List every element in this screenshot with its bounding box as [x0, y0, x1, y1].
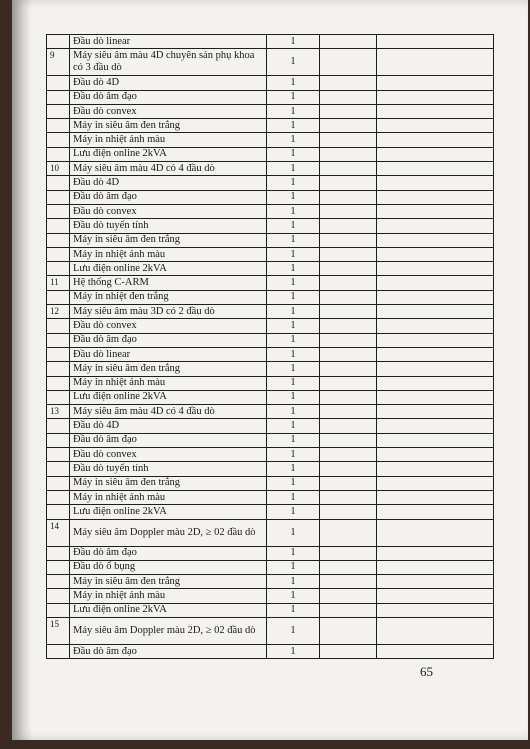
equipment-name: Máy in nhiệt đen trắng	[70, 290, 267, 304]
empty-cell	[377, 305, 494, 319]
equipment-name: Đầu dò linear	[70, 35, 267, 49]
equipment-name: Hệ thống C-ARM	[70, 276, 267, 290]
quantity: 1	[267, 133, 320, 147]
table-row	[47, 162, 494, 176]
empty-cell	[320, 589, 377, 603]
row-number	[47, 319, 70, 333]
row-number	[47, 448, 70, 462]
equipment-name: Đầu dò âm đạo	[70, 546, 267, 560]
empty-cell	[320, 405, 377, 419]
empty-cell	[377, 490, 494, 504]
equipment-name: Máy in siêu âm đen trắng	[70, 362, 267, 376]
empty-cell	[377, 347, 494, 361]
row-number	[47, 35, 70, 49]
quantity: 1	[267, 333, 320, 347]
empty-cell	[320, 575, 377, 589]
empty-cell	[320, 176, 377, 190]
empty-cell	[377, 104, 494, 118]
row-number	[47, 90, 70, 104]
empty-cell	[377, 147, 494, 161]
equipment-name: Đầu dò convex	[70, 204, 267, 218]
quantity: 1	[267, 405, 320, 419]
table-row	[47, 190, 494, 204]
quantity: 1	[267, 448, 320, 462]
empty-cell	[377, 617, 494, 644]
row-number	[47, 376, 70, 390]
row-number: 13	[47, 405, 70, 419]
equipment-name: Đầu dò 4D	[70, 176, 267, 190]
empty-cell	[320, 305, 377, 319]
table-row	[47, 347, 494, 361]
empty-cell	[320, 448, 377, 462]
empty-cell	[377, 204, 494, 218]
empty-cell	[377, 603, 494, 617]
table-row	[47, 617, 494, 644]
quantity: 1	[267, 362, 320, 376]
row-number	[47, 204, 70, 218]
equipment-name: Lưu điện online 2kVA	[70, 505, 267, 519]
row-number	[47, 419, 70, 433]
row-number	[47, 433, 70, 447]
row-number: 15	[47, 617, 70, 644]
row-number	[47, 347, 70, 361]
table-row	[47, 49, 494, 76]
quantity: 1	[267, 190, 320, 204]
quantity: 1	[267, 262, 320, 276]
equipment-name: Đầu dò âm đạo	[70, 644, 267, 658]
empty-cell	[377, 462, 494, 476]
equipment-name: Lưu điện online 2kVA	[70, 147, 267, 161]
equipment-name: Đầu dò tuyến tính	[70, 219, 267, 233]
empty-cell	[377, 546, 494, 560]
empty-cell	[377, 35, 494, 49]
empty-cell	[377, 262, 494, 276]
empty-cell	[377, 162, 494, 176]
row-number	[47, 219, 70, 233]
row-number	[47, 462, 70, 476]
table-row	[47, 433, 494, 447]
quantity: 1	[267, 104, 320, 118]
table-row	[47, 376, 494, 390]
equipment-name: Máy siêu âm Doppler màu 2D, ≥ 02 đầu dò	[70, 617, 267, 644]
empty-cell	[377, 560, 494, 574]
quantity: 1	[267, 247, 320, 261]
quantity: 1	[267, 546, 320, 560]
empty-cell	[320, 347, 377, 361]
row-number	[47, 190, 70, 204]
table-row	[47, 276, 494, 290]
page-number: 65	[420, 664, 433, 679]
table-row	[47, 589, 494, 603]
empty-cell	[377, 76, 494, 90]
row-number	[47, 575, 70, 589]
empty-cell	[377, 476, 494, 490]
quantity: 1	[267, 347, 320, 361]
empty-cell	[377, 505, 494, 519]
table-row	[47, 305, 494, 319]
table-row	[47, 76, 494, 90]
table-row	[47, 390, 494, 404]
empty-cell	[377, 448, 494, 462]
table-row	[47, 319, 494, 333]
quantity: 1	[267, 617, 320, 644]
empty-cell	[377, 390, 494, 404]
empty-cell	[320, 505, 377, 519]
empty-cell	[377, 644, 494, 658]
table-row	[47, 104, 494, 118]
table-row	[47, 333, 494, 347]
equipment-name: Đầu dò âm đạo	[70, 433, 267, 447]
row-number	[47, 333, 70, 347]
row-number	[47, 104, 70, 118]
table-row	[47, 644, 494, 658]
table-row	[47, 405, 494, 419]
table-row	[47, 575, 494, 589]
equipment-name: Lưu điện online 2kVA	[70, 390, 267, 404]
table-row	[47, 560, 494, 574]
equipment-name: Máy siêu âm màu 3D có 2 đầu dò	[70, 305, 267, 319]
empty-cell	[320, 104, 377, 118]
quantity: 1	[267, 162, 320, 176]
equipment-name: Đầu dò âm đạo	[70, 90, 267, 104]
row-number	[47, 119, 70, 133]
quantity: 1	[267, 589, 320, 603]
equipment-name: Đầu dò convex	[70, 448, 267, 462]
row-number	[47, 505, 70, 519]
empty-cell	[320, 603, 377, 617]
row-number	[47, 490, 70, 504]
equipment-name: Đầu dò âm đạo	[70, 333, 267, 347]
empty-cell	[377, 333, 494, 347]
equipment-name: Máy in nhiệt ảnh màu	[70, 376, 267, 390]
equipment-name: Máy in nhiệt ảnh màu	[70, 490, 267, 504]
table-row	[47, 204, 494, 218]
equipment-name: Máy in nhiệt ảnh màu	[70, 589, 267, 603]
empty-cell	[320, 262, 377, 276]
empty-cell	[320, 560, 377, 574]
empty-cell	[377, 233, 494, 247]
row-number	[47, 603, 70, 617]
empty-cell	[320, 390, 377, 404]
equipment-name: Đầu dò linear	[70, 347, 267, 361]
quantity: 1	[267, 419, 320, 433]
empty-cell	[377, 433, 494, 447]
empty-cell	[377, 589, 494, 603]
empty-cell	[377, 190, 494, 204]
equipment-name: Máy siêu âm Doppler màu 2D, ≥ 02 đầu dò	[70, 519, 267, 546]
table-row	[47, 490, 494, 504]
table-row	[47, 147, 494, 161]
row-number	[47, 133, 70, 147]
empty-cell	[320, 162, 377, 176]
row-number	[47, 176, 70, 190]
quantity: 1	[267, 376, 320, 390]
equipment-name: Máy in nhiệt ảnh màu	[70, 247, 267, 261]
table-row	[47, 119, 494, 133]
table-row	[47, 233, 494, 247]
table-row	[47, 448, 494, 462]
row-number: 9	[47, 49, 70, 76]
empty-cell	[377, 49, 494, 76]
quantity: 1	[267, 462, 320, 476]
row-number	[47, 290, 70, 304]
empty-cell	[320, 419, 377, 433]
equipment-name: Lưu điện online 2kVA	[70, 603, 267, 617]
empty-cell	[320, 617, 377, 644]
quantity: 1	[267, 490, 320, 504]
row-number	[47, 589, 70, 603]
empty-cell	[377, 362, 494, 376]
row-number	[47, 247, 70, 261]
row-number	[47, 233, 70, 247]
empty-cell	[320, 133, 377, 147]
equipment-name: Máy in siêu âm đen trắng	[70, 575, 267, 589]
table-row	[47, 290, 494, 304]
empty-cell	[320, 204, 377, 218]
quantity: 1	[267, 305, 320, 319]
empty-cell	[320, 219, 377, 233]
empty-cell	[320, 376, 377, 390]
equipment-name: Đầu dò ổ bụng	[70, 560, 267, 574]
equipment-name: Máy siêu âm màu 4D có 4 đầu dò	[70, 162, 267, 176]
equipment-name: Máy siêu âm màu 4D chuyên sản phụ khoa có 3 đầu dò	[70, 49, 267, 76]
equipment-name: Máy in siêu âm đen trắng	[70, 233, 267, 247]
empty-cell	[320, 462, 377, 476]
quantity: 1	[267, 476, 320, 490]
quantity: 1	[267, 176, 320, 190]
empty-cell	[320, 233, 377, 247]
quantity: 1	[267, 603, 320, 617]
quantity: 1	[267, 519, 320, 546]
equipment-name: Đầu dò âm đạo	[70, 190, 267, 204]
empty-cell	[377, 519, 494, 546]
quantity: 1	[267, 219, 320, 233]
equipment-name: Đầu dò convex	[70, 319, 267, 333]
empty-cell	[320, 76, 377, 90]
quantity: 1	[267, 560, 320, 574]
row-number	[47, 362, 70, 376]
empty-cell	[320, 119, 377, 133]
quantity: 1	[267, 505, 320, 519]
empty-cell	[320, 90, 377, 104]
table-row	[47, 505, 494, 519]
table-row	[47, 546, 494, 560]
empty-cell	[377, 419, 494, 433]
row-number	[47, 476, 70, 490]
quantity: 1	[267, 204, 320, 218]
empty-cell	[320, 476, 377, 490]
table-row	[47, 476, 494, 490]
table-row	[47, 603, 494, 617]
empty-cell	[377, 276, 494, 290]
quantity: 1	[267, 119, 320, 133]
quantity: 1	[267, 390, 320, 404]
row-number	[47, 560, 70, 574]
table-row	[47, 462, 494, 476]
equipment-name: Đầu dò convex	[70, 104, 267, 118]
equipment-name: Máy in nhiệt ảnh màu	[70, 133, 267, 147]
table-row	[47, 419, 494, 433]
row-number: 14	[47, 519, 70, 546]
empty-cell	[320, 333, 377, 347]
empty-cell	[320, 644, 377, 658]
quantity: 1	[267, 35, 320, 49]
empty-cell	[377, 119, 494, 133]
empty-cell	[377, 90, 494, 104]
quantity: 1	[267, 233, 320, 247]
empty-cell	[320, 290, 377, 304]
empty-cell	[320, 247, 377, 261]
empty-cell	[320, 490, 377, 504]
row-number	[47, 147, 70, 161]
equipment-name: Máy in siêu âm đen trắng	[70, 119, 267, 133]
quantity: 1	[267, 575, 320, 589]
row-number: 11	[47, 276, 70, 290]
equipment-name: Đầu dò 4D	[70, 419, 267, 433]
empty-cell	[320, 49, 377, 76]
empty-cell	[377, 319, 494, 333]
table-row	[47, 247, 494, 261]
empty-cell	[377, 376, 494, 390]
row-number: 10	[47, 162, 70, 176]
empty-cell	[320, 276, 377, 290]
equipment-name: Lưu điện online 2kVA	[70, 262, 267, 276]
empty-cell	[377, 575, 494, 589]
empty-cell	[377, 405, 494, 419]
quantity: 1	[267, 433, 320, 447]
empty-cell	[320, 147, 377, 161]
table-row	[47, 262, 494, 276]
equipment-name: Máy in siêu âm đen trắng	[70, 476, 267, 490]
row-number: 12	[47, 305, 70, 319]
row-number	[47, 262, 70, 276]
table-row	[47, 35, 494, 49]
row-number	[47, 546, 70, 560]
table-row	[47, 219, 494, 233]
table-row	[47, 362, 494, 376]
empty-cell	[320, 362, 377, 376]
row-number	[47, 390, 70, 404]
quantity: 1	[267, 147, 320, 161]
row-number	[47, 76, 70, 90]
empty-cell	[320, 519, 377, 546]
empty-cell	[377, 247, 494, 261]
empty-cell	[320, 546, 377, 560]
equipment-table	[46, 34, 494, 659]
empty-cell	[320, 190, 377, 204]
equipment-name: Máy siêu âm màu 4D có 4 đầu dò	[70, 405, 267, 419]
table-row	[47, 133, 494, 147]
quantity: 1	[267, 290, 320, 304]
table-row	[47, 90, 494, 104]
quantity: 1	[267, 49, 320, 76]
quantity: 1	[267, 276, 320, 290]
empty-cell	[320, 319, 377, 333]
empty-cell	[320, 35, 377, 49]
equipment-name: Đầu dò tuyến tính	[70, 462, 267, 476]
page-gutter-shadow	[12, 0, 32, 740]
quantity: 1	[267, 76, 320, 90]
document-page	[12, 0, 528, 740]
table-row	[47, 176, 494, 190]
empty-cell	[377, 176, 494, 190]
table-row	[47, 519, 494, 546]
empty-cell	[320, 433, 377, 447]
quantity: 1	[267, 644, 320, 658]
row-number	[47, 644, 70, 658]
empty-cell	[377, 133, 494, 147]
equipment-table-body	[47, 35, 494, 659]
quantity: 1	[267, 319, 320, 333]
empty-cell	[377, 290, 494, 304]
quantity: 1	[267, 90, 320, 104]
empty-cell	[377, 219, 494, 233]
equipment-name: Đầu dò 4D	[70, 76, 267, 90]
